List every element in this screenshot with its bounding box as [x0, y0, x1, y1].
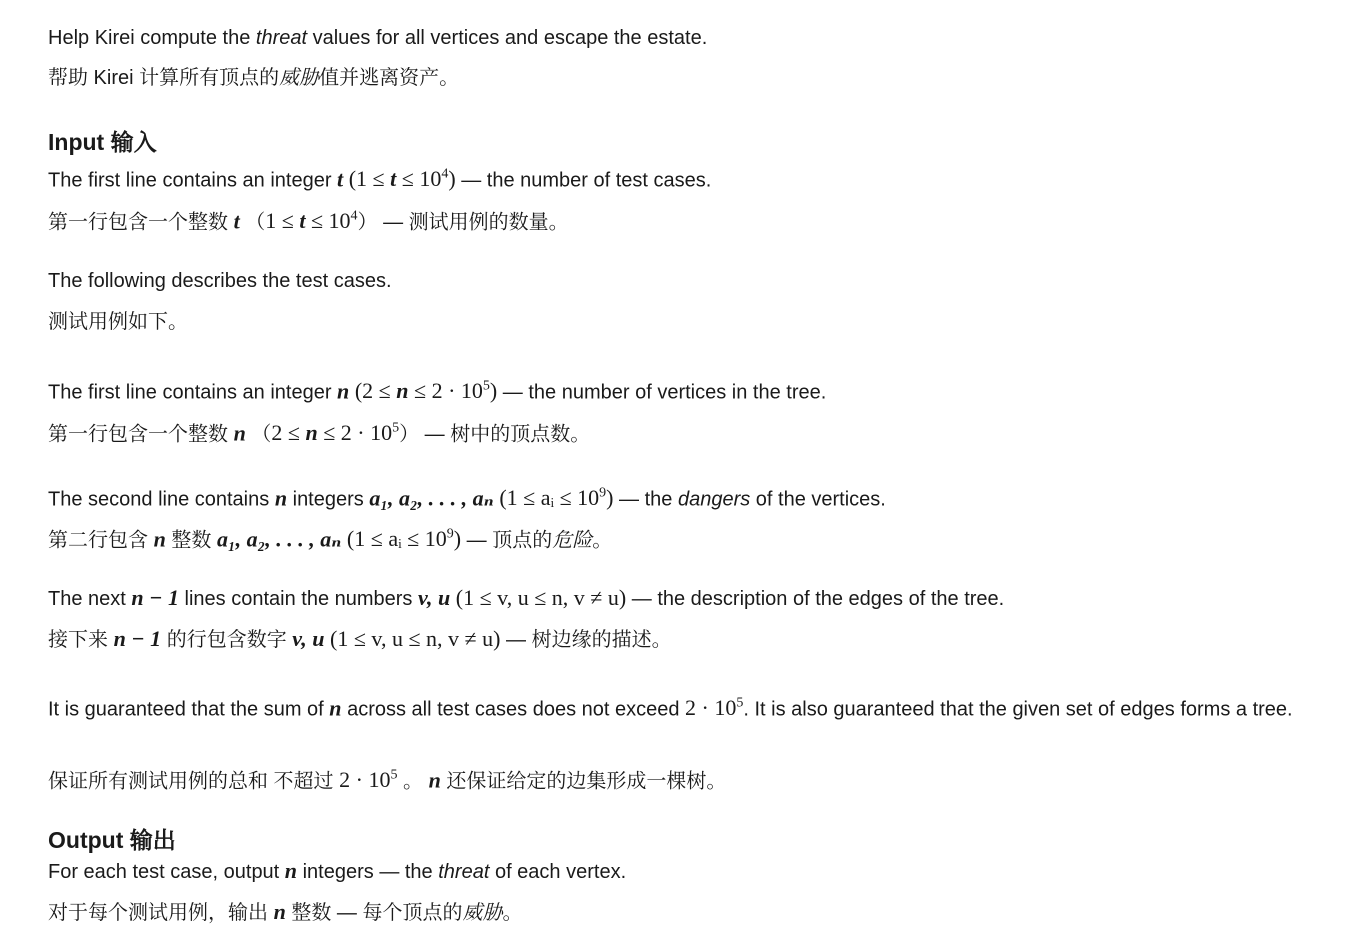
follow-zh: 测试用例如下。 — [48, 311, 188, 333]
output-heading: Output 输出 — [48, 827, 176, 853]
n-line-zh: 第一行包含一个整数 n $(2 \le n \le 2 \cdot 10^5)$ — 树中的顶点数。 — [48, 420, 591, 446]
a-line-en: The second line contains n integers a₁, a₂, . . . , aₙ (1 ≤ aᵢ ≤ $10^9$) — the dangers of the vertices. — [48, 485, 886, 511]
intro-zh: 帮助 Kirei 计算所有顶点的威胁值并逃离资产。 — [48, 67, 460, 89]
sum-guarantee-zh: 保证所有测试用例的总和 不超过 $2 \cdot 10^5$ 。 n 还保证给定的边集形成一棵树。 — [48, 767, 727, 793]
n-line-en: The first line contains an integer n $(2 \le n \le 2 \cdot 10^5)$ — the number of vertices in the tree. — [48, 378, 827, 404]
t-line-en: The first line contains an integer t $(1 \le t \le 10^4)$ — the number of test cases. — [48, 166, 712, 192]
edges-line-en: The next n − 1 lines contain the numbers v, u (1 ≤ v, u ≤ n, v ≠ u) — the description of the edges of the tree. — [48, 585, 1005, 610]
edges-line-zh: 接下来 n − 1 的行包含数字 v, u (1 ≤ v, u ≤ n, v ≠ u) — 树边缘的描述。 — [48, 626, 672, 651]
intro-en: Help Kirei compute the threat values for all vertices and escape the estate. — [48, 27, 708, 49]
t-line-zh: 第一行包含一个整数 t $(1 \le t \le 10^4)$ — 测试用例的数量。 — [48, 208, 569, 234]
sum-guarantee-en: It is guaranteed that the sum of n across all test cases does not exceed $2 \cdot 10^5$. It is also guaranteed that the given set of edges forms a tree. — [48, 695, 1293, 721]
input-heading: Input 输入 — [48, 129, 157, 155]
output-zh: 对于每个测试用例，输出 n 整数 — 每个顶点的威胁。 — [48, 899, 523, 924]
a-line-zh: 第二行包含 n 整数 a₁, a₂, . . . , aₙ (1 ≤ aᵢ ≤ $10^9$) — 顶点的危险。 — [48, 526, 613, 552]
output-en: For each test case, output n integers — the threat of each vertex. — [48, 858, 627, 883]
follow-en: The following describes the test cases. — [48, 270, 392, 292]
